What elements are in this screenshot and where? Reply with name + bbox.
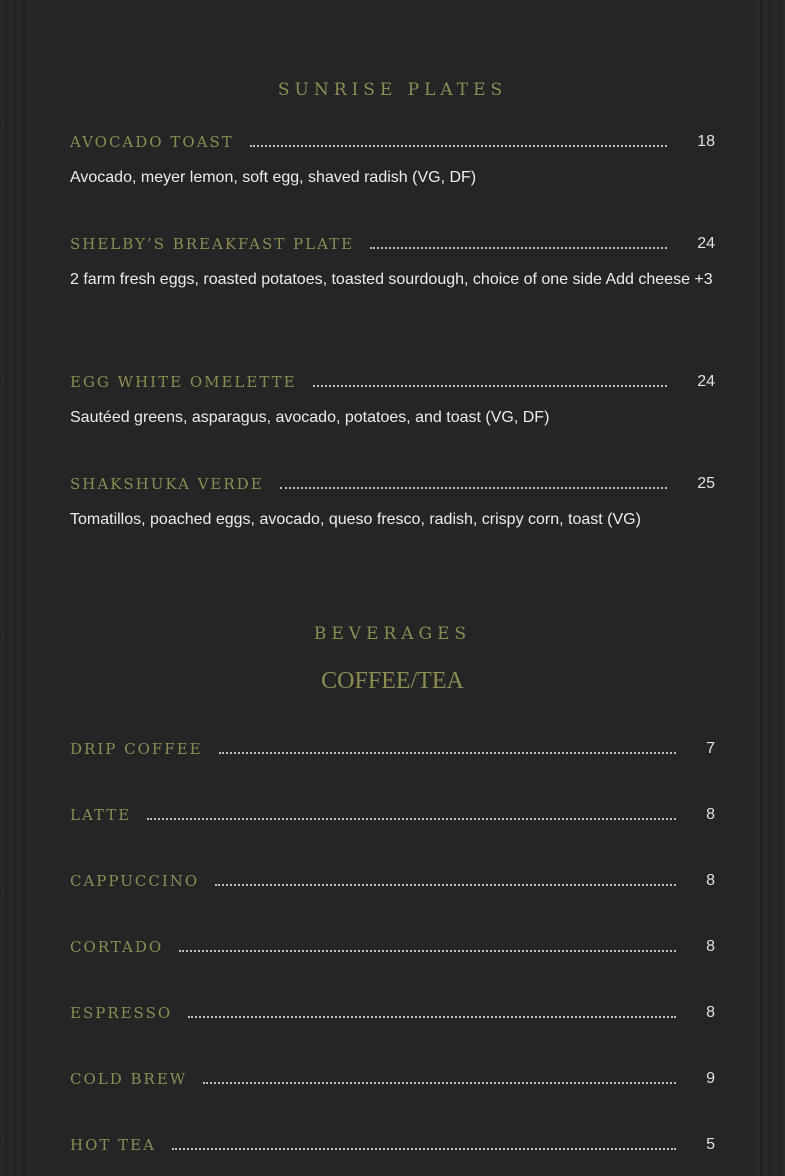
item-price: 7 xyxy=(706,740,715,757)
menu-item-egg-white-omelette xyxy=(70,370,715,394)
item-price: 25 xyxy=(697,475,715,492)
menu-item-shakshuka-verde xyxy=(70,472,715,496)
menu-item-cortado xyxy=(70,935,715,959)
dot-leader xyxy=(219,752,676,754)
dot-leader xyxy=(313,385,668,387)
item-price: 9 xyxy=(706,1070,715,1087)
background-left xyxy=(0,0,30,1176)
item-price: 8 xyxy=(706,1004,715,1021)
dot-leader xyxy=(250,145,667,147)
item-name: COLD BREW xyxy=(70,1070,188,1088)
item-price: 24 xyxy=(697,373,715,390)
menu-item-hot-tea xyxy=(70,1133,715,1157)
item-name: AVOCADO TOAST xyxy=(70,133,234,151)
menu-item-cappuccino xyxy=(70,869,715,893)
item-price: 8 xyxy=(706,872,715,889)
item-name: SHELBY’S BREAKFAST PLATE xyxy=(70,235,355,253)
menu-panel xyxy=(30,0,755,1176)
dot-leader xyxy=(280,487,668,489)
section-title-sunrise-plates: SUNRISE PLATES xyxy=(277,80,508,100)
item-price: 8 xyxy=(706,938,715,955)
item-name: LATTE xyxy=(70,806,132,824)
menu-item-latte xyxy=(70,803,715,827)
item-description: Tomatillos, poached eggs, avocado, queso fresco, radish, crispy corn, toast (VG) xyxy=(70,511,641,528)
item-description: Sautéed greens, asparagus, avocado, potatoes, and toast (VG, DF) xyxy=(70,409,550,426)
item-name: CAPPUCCINO xyxy=(70,872,200,890)
dot-leader xyxy=(215,884,676,886)
menu-item-drip-coffee xyxy=(70,737,715,761)
item-name: CORTADO xyxy=(70,938,164,956)
dot-leader xyxy=(203,1082,676,1084)
dot-leader xyxy=(172,1148,676,1150)
item-name: EGG WHITE OMELETTE xyxy=(70,373,297,391)
menu-item-shelbys-breakfast-plate xyxy=(70,232,715,256)
dot-leader xyxy=(188,1016,676,1018)
item-price: 8 xyxy=(706,806,715,823)
item-price: 24 xyxy=(697,235,715,252)
dot-leader xyxy=(370,247,667,249)
dot-leader xyxy=(147,818,676,820)
item-name: ESPRESSO xyxy=(70,1004,173,1022)
item-price: 5 xyxy=(706,1136,715,1153)
subsection-title-coffee-tea: COFFEE/TEA xyxy=(321,668,464,694)
menu-item-espresso xyxy=(70,1001,715,1025)
item-name: SHAKSHUKA VERDE xyxy=(70,475,264,493)
item-price: 18 xyxy=(697,133,715,150)
background-right xyxy=(755,0,785,1176)
menu-item-avocado-toast xyxy=(70,130,715,154)
item-name: DRIP COFFEE xyxy=(70,740,203,758)
dot-leader xyxy=(179,950,676,952)
item-description: Avocado, meyer lemon, soft egg, shaved radish (VG, DF) xyxy=(70,169,477,186)
section-title-beverages: BEVERAGES xyxy=(313,624,472,644)
item-name: HOT TEA xyxy=(70,1136,156,1154)
item-description: 2 farm fresh eggs, roasted potatoes, toasted sourdough, choice of one side Add cheese +3 xyxy=(70,271,713,288)
menu-item-cold-brew xyxy=(70,1067,715,1091)
